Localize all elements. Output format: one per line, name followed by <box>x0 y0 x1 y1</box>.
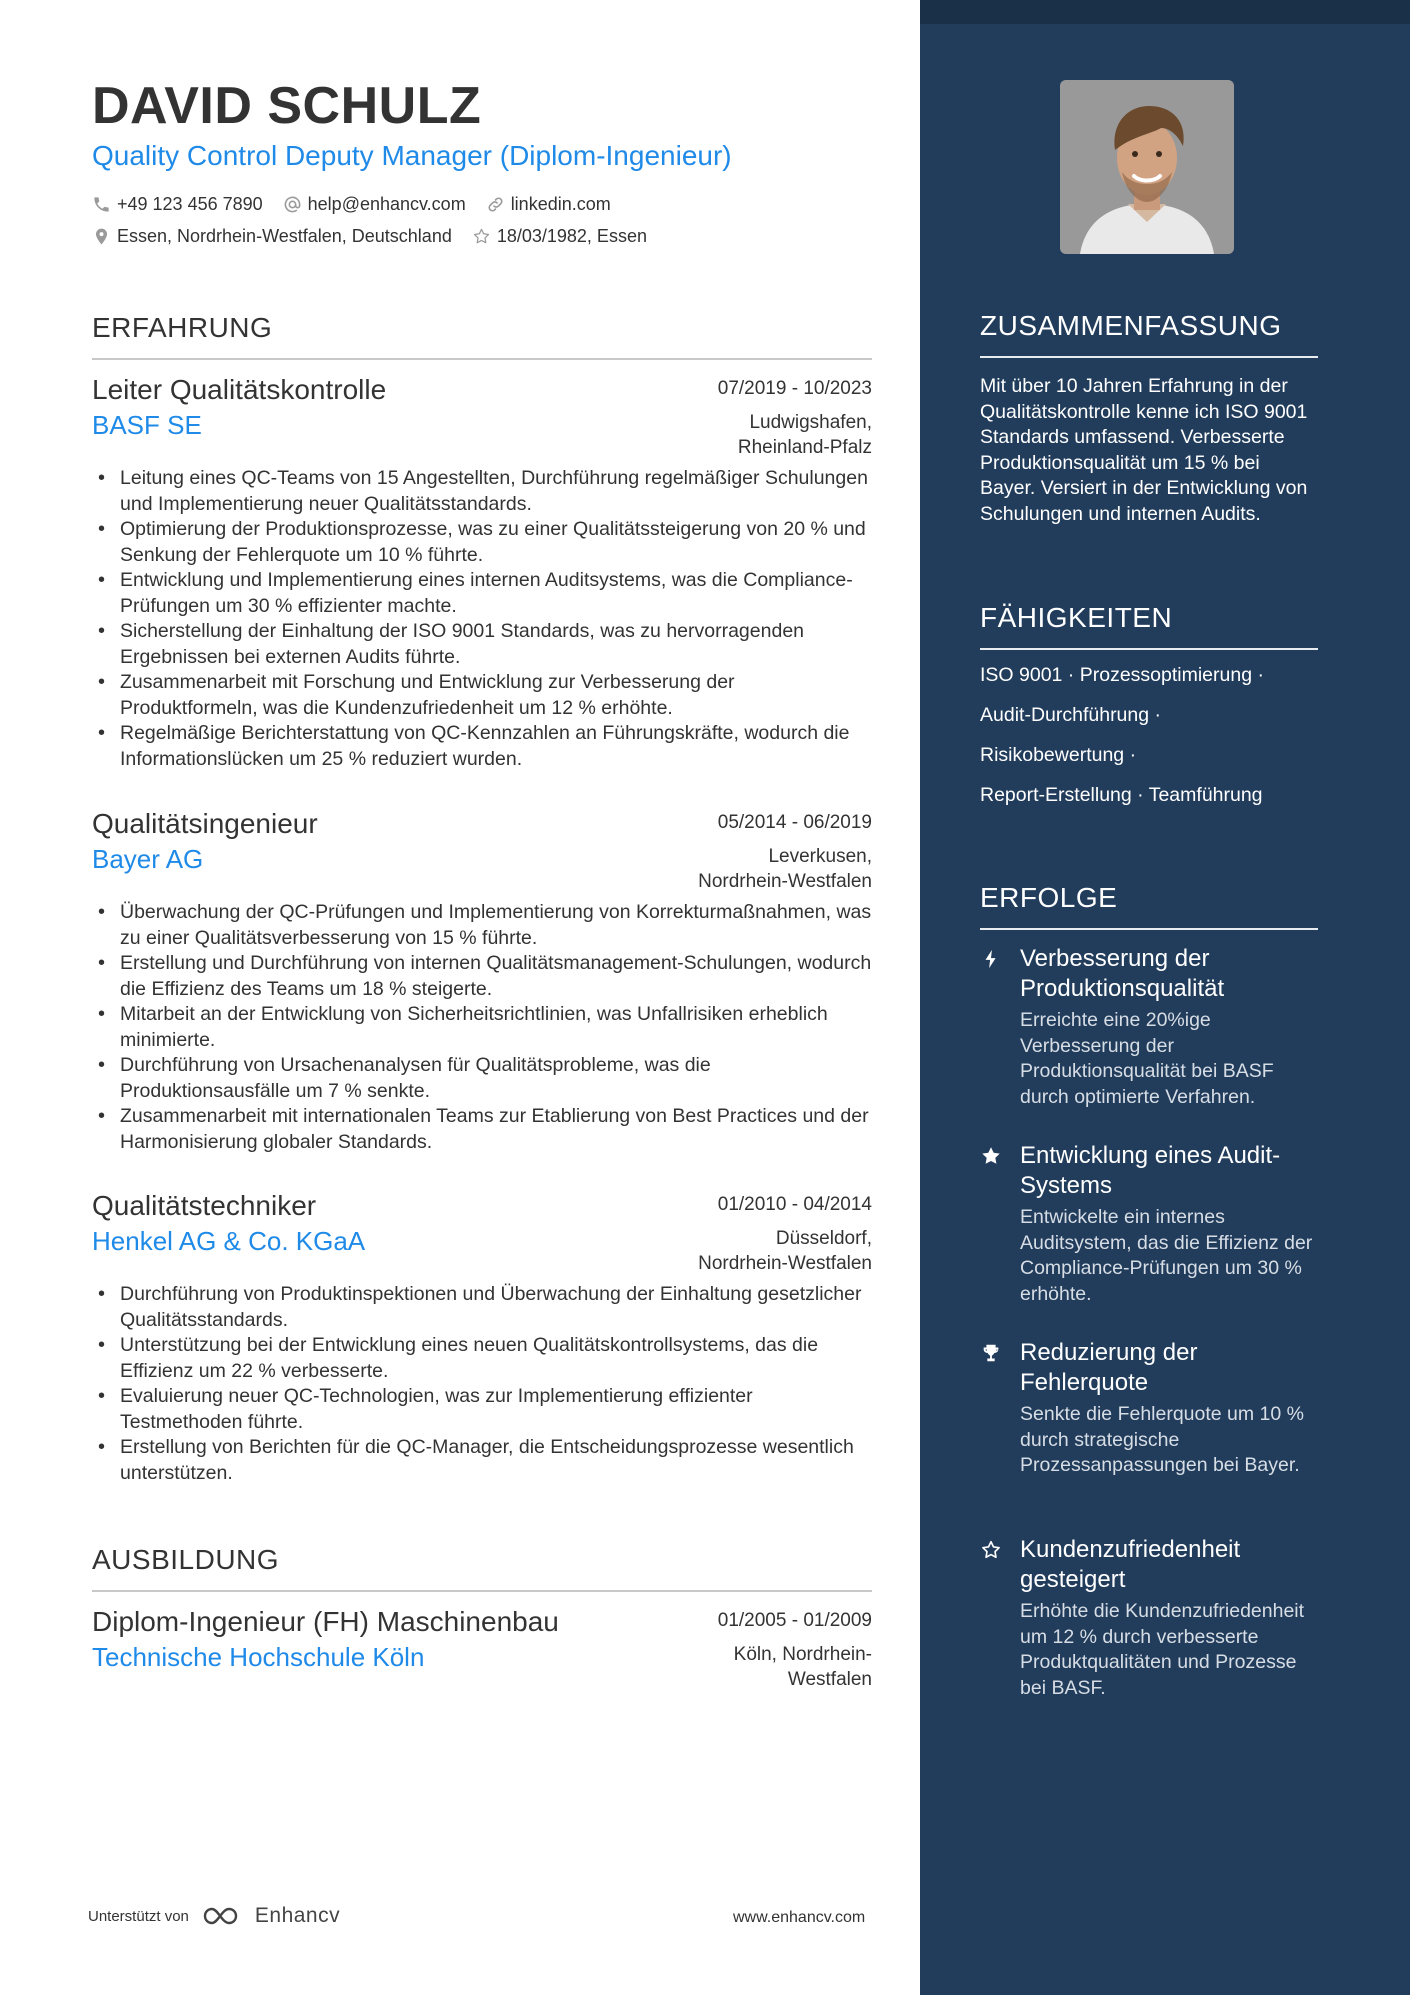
location-contact <box>92 226 452 247</box>
job-location <box>632 410 872 460</box>
job-bullet: • Sicherstellung der Einhaltung der ISO 9001 Standards, was zu hervorragenden Ergebnissen bei externen Audits führte. <box>92 619 872 670</box>
achievement-desc: Erreichte eine 20%ige Verbesserung der Produktionsqualität bei BASF durch optimierte Verfahren. <box>1020 1009 1274 1108</box>
job-date: 01/2010 - 04/2014 <box>717 1194 872 1215</box>
education-location-line: Westfalen <box>787 1669 872 1690</box>
skills-list <box>980 664 1320 824</box>
job-role: Qualitätstechniker <box>92 1190 317 1221</box>
birth-text: 18/03/1982, Essen <box>496 226 647 246</box>
brand-name: Enhancv <box>254 1904 341 1927</box>
job-bullet: • Erstellung und Durchführung von internen Qualitätsmanagement-Schulungen, wodurch die Effizienz des Teams um 18 % steigerte. <box>92 951 872 1002</box>
skill-row: Audit-Durchführung · <box>980 704 1162 726</box>
experience-entry <box>92 808 872 1155</box>
experience-heading: ERFAHRUNG <box>92 312 273 343</box>
job-bullet: • Optimierung der Produktionsprozesse, was zu einer Qualitätssteigerung von 20 % und Senkung der Fehlerquote um 10 % führte. <box>92 517 872 568</box>
star-outline-icon <box>980 1539 1002 1561</box>
job-bullet: • Leitung eines QC-Teams von 15 Angestellten, Durchführung regelmäßiger Schulungen und Implementierung neuer Qualitätsstandards. <box>92 466 872 517</box>
email-text: help@enhancv.com <box>307 194 466 214</box>
achievement-title: Verbesserung der Produktionsqualität <box>1020 945 1225 1002</box>
school-name[interactable]: Technische Hochschule Köln <box>92 1642 425 1672</box>
at-icon <box>283 195 302 214</box>
star-icon <box>980 1145 1002 1167</box>
skills-heading: FÄHIGKEITEN <box>980 602 1173 633</box>
phone-contact[interactable] <box>92 194 263 215</box>
achievement-item <box>980 1141 1320 1307</box>
job-location <box>632 844 872 894</box>
sidebar-top-bar <box>920 0 1410 24</box>
job-bullet: • Evaluierung neuer QC-Technologien, was zur Implementierung effizienter Testmethoden führte. <box>92 1384 872 1435</box>
trophy-icon <box>980 1342 1002 1364</box>
infinity-logo-icon <box>201 1904 247 1928</box>
footer-branding <box>88 1904 340 1928</box>
birth-info <box>472 226 647 247</box>
job-bullet: • Entwicklung und Implementierung eines internen Auditsystems, was die Compliance-Prüfungen um 30 % effizienter machte. <box>92 568 872 619</box>
job-role: Leiter Qualitätskontrolle <box>92 374 387 405</box>
footer-url[interactable]: www.enhancv.com <box>733 1909 866 1926</box>
phone-text: +49 123 456 7890 <box>117 194 263 214</box>
summary-divider <box>980 356 1318 358</box>
achievements-heading: ERFOLGE <box>980 882 1118 913</box>
degree-title: Diplom-Ingenieur (FH) Maschinenbau <box>92 1606 559 1637</box>
profile-photo <box>1060 80 1234 254</box>
experience-divider <box>92 358 872 360</box>
job-bullet: • Zusammenarbeit mit internationalen Teams zur Etablierung von Best Practices und der Harmonisierung globaler Standards. <box>92 1104 872 1155</box>
candidate-title: Quality Control Deputy Manager (Diplom-Ingenieur) <box>92 140 732 171</box>
contact-info <box>92 194 892 258</box>
skill-row: Risikobewertung · <box>980 744 1137 766</box>
enhancv-logo[interactable] <box>201 1904 340 1928</box>
achievement-desc: Erhöhte die Kundenzufriedenheit um 12 % durch verbesserte Produktqualitäten und Prozesse bei BASF. <box>1020 1600 1305 1699</box>
link-icon <box>486 195 505 214</box>
phone-icon <box>92 195 111 214</box>
job-location-line: Nordrhein-Westfalen <box>698 871 872 892</box>
job-location-line: Nordrhein-Westfalen <box>698 1253 872 1274</box>
powered-by-text: Unterstützt von <box>88 1907 189 1925</box>
linkedin-contact[interactable] <box>486 194 611 215</box>
achievements-divider <box>980 928 1318 930</box>
education-date: 01/2005 - 01/2009 <box>717 1610 872 1631</box>
education-divider <box>92 1590 872 1592</box>
job-bullet: • Zusammenarbeit mit Forschung und Entwicklung zur Verbesserung der Produktformeln, was die Kundenzufriedenheit um 12 % erhöhte. <box>92 670 872 721</box>
job-company[interactable]: Bayer AG <box>92 844 204 874</box>
education-location <box>632 1642 872 1692</box>
job-bullet: • Erstellung von Berichten für die QC-Manager, die Entscheidungsprozesse wesentlich unterstützen. <box>92 1435 872 1486</box>
achievement-title: Kundenzufriedenheit gesteigert <box>1020 1536 1241 1593</box>
job-company[interactable]: BASF SE <box>92 410 202 440</box>
achievement-title: Entwicklung eines Audit-Systems <box>1020 1142 1281 1199</box>
job-bullet: • Unterstützung bei der Entwicklung eines neuen Qualitätskontrollsystems, das die Effizienz um 22 % verbesserte. <box>92 1333 872 1384</box>
job-bullet: • Durchführung von Produktinspektionen und Überwachung der Einhaltung gesetzlicher Qualitätsstandards. <box>92 1282 872 1333</box>
job-location <box>632 1226 872 1276</box>
email-contact[interactable] <box>283 194 466 215</box>
job-role: Qualitätsingenieur <box>92 808 318 839</box>
bolt-icon <box>980 948 1002 970</box>
skill-row: ISO 9001 · Prozessoptimierung · <box>980 664 1264 686</box>
linkedin-text: linkedin.com <box>510 194 611 214</box>
job-company[interactable]: Henkel AG & Co. KGaA <box>92 1226 366 1256</box>
experience-entry <box>92 1190 872 1486</box>
candidate-name: DAVID SCHULZ <box>92 77 482 135</box>
summary-heading: ZUSAMMENFASSUNG <box>980 310 1282 341</box>
skill-row: Report-Erstellung · Teamführung <box>980 784 1263 806</box>
education-entry <box>92 1606 872 1692</box>
job-bullet: • Regelmäßige Berichterstattung von QC-Kennzahlen an Führungskräfte, wodurch die Informationslücken um 25 % reduziert wurden. <box>92 721 872 772</box>
job-bullet: • Überwachung der QC-Prüfungen und Implementierung von Korrekturmaßnahmen, was zu einer Qualitätsverbesserung von 15 % führte. <box>92 900 872 951</box>
job-date: 07/2019 - 10/2023 <box>717 378 872 399</box>
job-location-line: Düsseldorf, <box>775 1228 872 1249</box>
education-heading: AUSBILDUNG <box>92 1544 280 1575</box>
job-bullet: • Mitarbeit an der Entwicklung von Sicherheitsrichtlinien, was Unfallrisiken erheblich minimierte. <box>92 1002 872 1053</box>
skills-divider <box>980 648 1318 650</box>
job-location-line: Ludwigshafen, <box>749 412 872 433</box>
location-pin-icon <box>92 227 111 246</box>
location-text: Essen, Nordrhein-Westfalen, Deutschland <box>117 226 452 246</box>
achievement-desc: Entwickelte ein internes Auditsystem, das die Effizienz der Compliance-Prüfungen um 30 % erhöhte. <box>1020 1206 1313 1305</box>
achievement-item <box>980 1338 1320 1479</box>
achievement-item <box>980 944 1320 1110</box>
achievement-item <box>980 1535 1320 1701</box>
star-outline-icon <box>472 227 491 246</box>
job-date: 05/2014 - 06/2019 <box>717 812 872 833</box>
achievement-title: Reduzierung der Fehlerquote <box>1020 1339 1198 1396</box>
job-location-line: Rheinland-Pfalz <box>737 437 872 458</box>
job-bullets <box>92 1282 872 1486</box>
achievement-desc: Senkte die Fehlerquote um 10 % durch strategische Prozessanpassungen bei Bayer. <box>1020 1403 1305 1476</box>
job-bullets <box>92 900 872 1155</box>
experience-entry <box>92 374 872 772</box>
summary-text: Mit über 10 Jahren Erfahrung in der Qualitätskontrolle kenne ich ISO 9001 Standards umfassend. Verbesserte Produktionsqualität um 15 % bei Bayer. Versiert in der Entwicklung von Schulungen und internen Audits. <box>980 375 1308 525</box>
job-location-line: Leverkusen, <box>768 846 872 867</box>
job-bullet: • Durchführung von Ursachenanalysen für Qualitätsprobleme, was die Produktionsausfälle um 7 % senkte. <box>92 1053 872 1104</box>
job-bullets <box>92 466 872 772</box>
education-location-line: Köln, Nordrhein- <box>733 1644 872 1665</box>
